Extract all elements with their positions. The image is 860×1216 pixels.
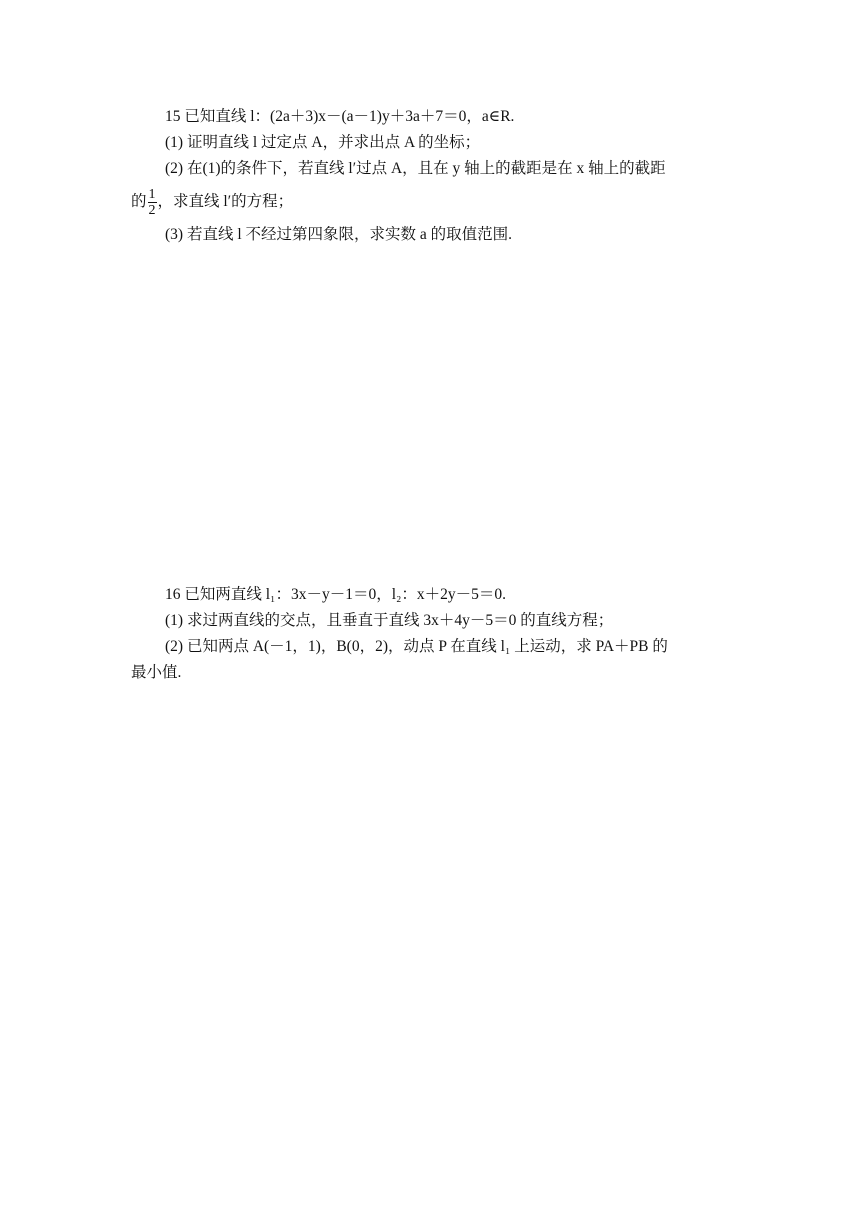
problem-15-statement: 15 已知直线 l：(2a＋3)x－(a－1)y＋3a＋7＝0，a∈R. [165, 108, 515, 125]
problem-15-part-2-prefix: 的 [131, 193, 147, 210]
problem-16-part-1: (1) 求过两直线的交点，且垂直于直线 3x＋4y－5＝0 的直线方程； [165, 612, 614, 629]
fraction-denominator: 2 [148, 202, 156, 218]
problem-15-part-2-line-2 [131, 182, 731, 222]
problem-16-part-2-line-1: (2) 已知两点 A(－1，1)，B(0，2)，动点 P 在直线 l₁ 上运动，求 PA＋PB 的 [165, 638, 668, 655]
problem-16-part-2-line-2: 最小值. [131, 664, 182, 681]
problem-15 [131, 104, 731, 248]
problem-15-part-2-suffix: ，求直线 l′的方程； [157, 193, 294, 210]
fraction-one-half [148, 187, 157, 218]
fraction-numerator: 1 [148, 186, 156, 202]
problem-15-part-3: (3) 若直线 l 不经过第四象限，求实数 a 的取值范围. [165, 226, 513, 243]
problem-16 [131, 582, 731, 686]
problem-16-statement: 16 已知两直线 l₁：3x－y－1＝0，l₂：x＋2y－5＝0. [165, 586, 507, 603]
problem-15-part-2-line-1: (2) 在(1)的条件下，若直线 l′过点 A，且在 y 轴上的截距是在 x 轴上的截距 [165, 160, 666, 177]
problem-15-part-1: (1) 证明直线 l 过定点 A，并求出点 A 的坐标； [165, 134, 481, 151]
